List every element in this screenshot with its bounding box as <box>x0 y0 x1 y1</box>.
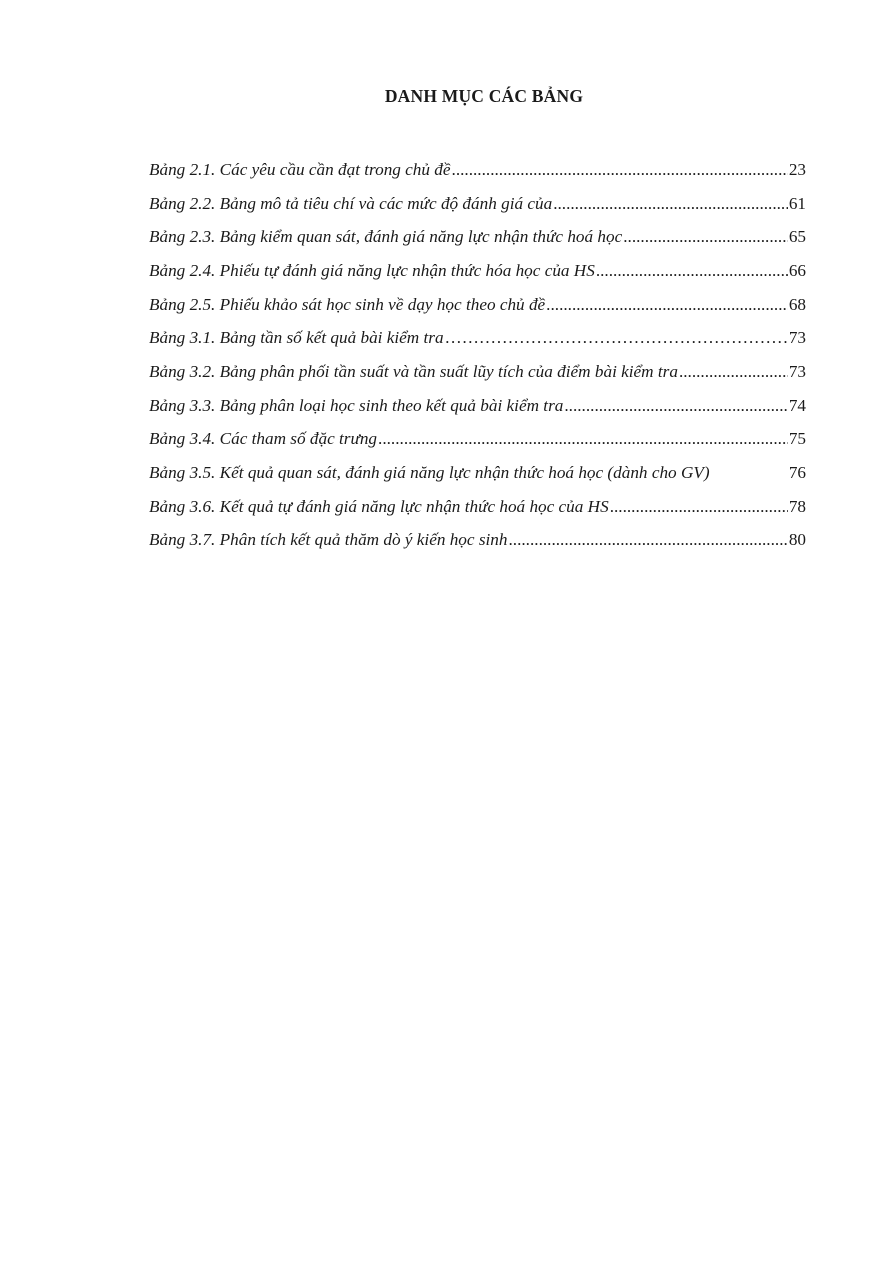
entry-page-number: 61 <box>788 193 806 213</box>
entry-label: Bảng 2.3. Bảng kiểm quan sát, đánh giá năng lực nhận thức hoá học <box>149 227 623 247</box>
dot-leader <box>553 194 788 214</box>
entry-label: Bảng 3.4. Các tham số đặc trưng <box>149 429 378 449</box>
entry-page-number: 78 <box>788 496 806 516</box>
dot-leader <box>596 261 788 281</box>
list-item <box>149 187 806 221</box>
ellipsis-leader <box>445 328 788 348</box>
entry-label: Bảng 3.6. Kết quả tự đánh giá năng lực nhận thức hoá học của HS <box>149 496 609 516</box>
dot-leader <box>610 497 788 517</box>
entry-page-number: 80 <box>788 530 806 550</box>
entry-label: Bảng 3.5. Kết quả quan sát, đánh giá năng lực nhận thức hoá học (dành cho GV) <box>149 463 710 483</box>
entry-page-number: 73 <box>788 328 806 348</box>
dot-leader <box>679 362 788 382</box>
list-item <box>149 456 806 490</box>
dot-leader <box>546 295 788 315</box>
entry-page-number: 73 <box>788 361 806 381</box>
list-item <box>149 524 806 558</box>
list-item <box>149 153 806 187</box>
entry-page-number: 65 <box>788 227 806 247</box>
entry-page-number: 66 <box>788 260 806 280</box>
entry-label: Bảng 2.5. Phiếu khảo sát học sinh về dạy học theo chủ đề <box>149 294 546 314</box>
entry-page-number: 76 <box>788 463 806 483</box>
list-item <box>149 389 806 423</box>
entry-page-number: 75 <box>788 429 806 449</box>
dot-leader <box>564 396 787 416</box>
list-item <box>149 220 806 254</box>
entry-label: Bảng 3.1. Bảng tần số kết quả bài kiểm tra <box>149 328 444 348</box>
list-item <box>149 321 806 355</box>
dot-leader <box>378 429 788 449</box>
entry-label: Bảng 3.2. Bảng phân phối tần suất và tần suất lũy tích của điểm bài kiểm tra <box>149 361 678 381</box>
entry-page-number: 74 <box>788 395 806 415</box>
dot-leader <box>623 227 788 247</box>
list-item <box>149 490 806 524</box>
dot-leader <box>508 530 787 550</box>
entry-label: Bảng 2.4. Phiếu tự đánh giá năng lực nhận thức hóa học của HS <box>149 260 595 280</box>
list-item <box>149 288 806 322</box>
table-list <box>149 153 806 557</box>
dot-leader <box>452 160 788 180</box>
entry-label: Bảng 2.2. Bảng mô tả tiêu chí và các mức độ đánh giá của <box>149 193 553 213</box>
entry-label: Bảng 3.3. Bảng phân loại học sinh theo kết quả bài kiểm tra <box>149 395 564 415</box>
page-title: DANH MỤC CÁC BẢNG <box>384 86 584 106</box>
entry-label: Bảng 2.1. Các yêu cầu cần đạt trong chủ đề <box>149 159 451 179</box>
entry-page-number: 23 <box>788 159 806 179</box>
list-item <box>149 423 806 457</box>
list-item <box>149 355 806 389</box>
entry-page-number: 68 <box>788 294 806 314</box>
entry-label: Bảng 3.7. Phân tích kết quả thăm dò ý kiến học sinh <box>149 530 508 550</box>
list-item <box>149 254 806 288</box>
